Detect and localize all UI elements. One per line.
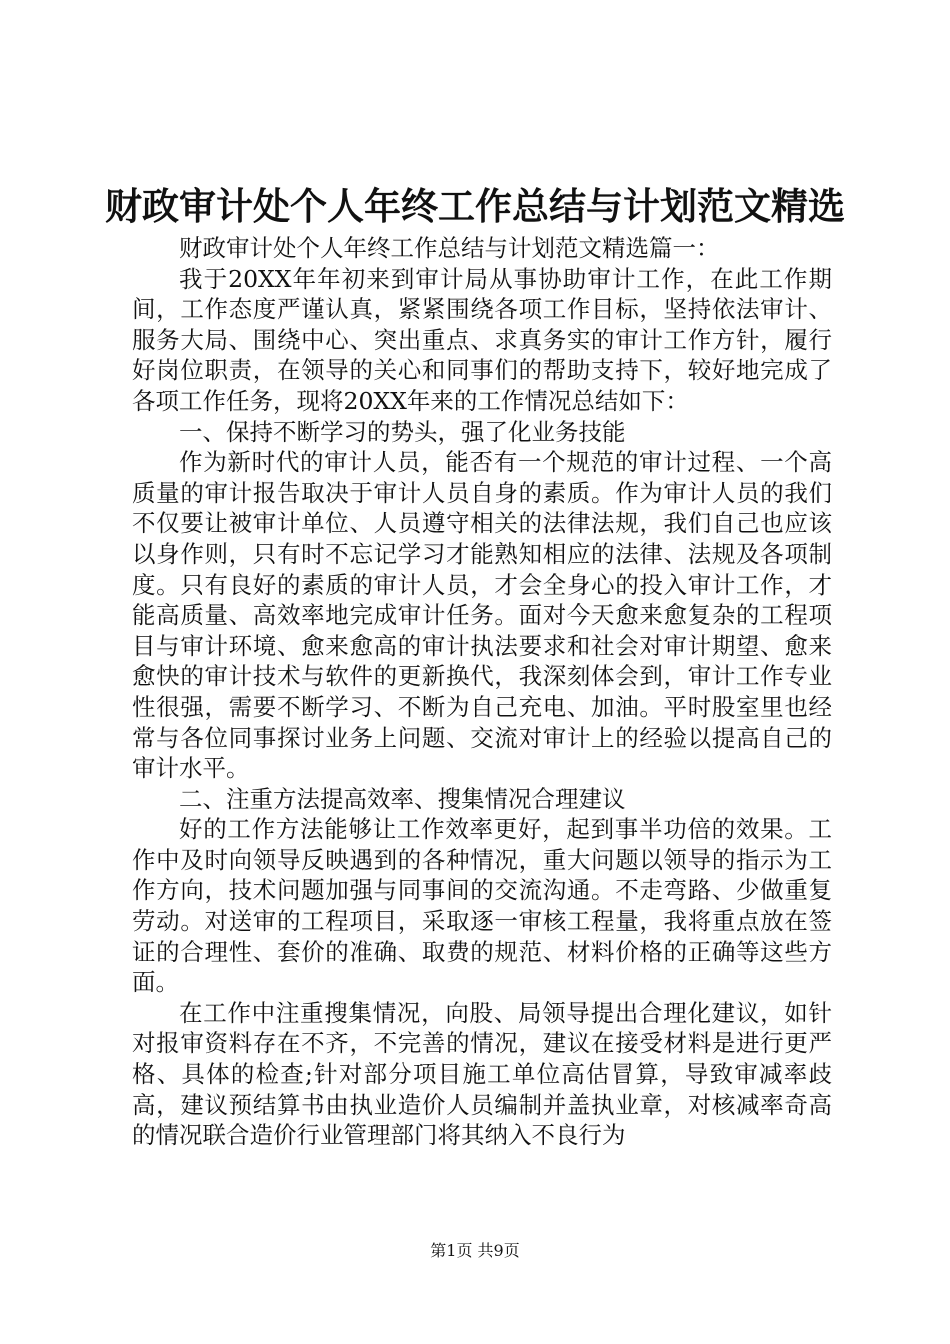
page-number: 第1页 共9页 — [430, 1241, 520, 1260]
document-body — [132, 233, 832, 1151]
paragraph-suggestions: 在工作中注重搜集情况，向股、局领导提出合理化建议，如针对报审资料存在不齐，不完善的情况，建议在接受材料是进行更严格、具体的检查;针对部分项目施工单位高估冒算，导致审减率歧高，建议预结算书由执业造价人员编制并盖执业章，对核减率奇高的情况联合造价行业管理部门将其纳入不良行为 — [132, 998, 832, 1150]
paragraph-learning: 作为新时代的审计人员，能否有一个规范的审计过程、一个高质量的审计报告取决于审计人员自身的素质。作为审计人员的我们不仅要让被审计单位、人员遵守相关的法律法规，我们自己也应该以身作则，只有时不忘记学习才能熟知相应的法律、法规及各项制度。只有良好的素质的审计人员，才会全身心的投入审计工作，才能高质量、高效率地完成审计任务。面对今天愈来愈复杂的工程项目与审计环境、愈来愈高的审计执法要求和社会对审计期望、愈来愈快的审计技术与软件的更新换代，我深刻体会到，审计工作专业性很强，需要不断学习、不断为自己充电、加油。平时股室里也经常与各位同事探讨业务上问题、交流对审计上的经验以提高自己的审计水平。 — [132, 448, 832, 783]
section-heading-1: 一、保持不断学习的势头，强了化业务技能 — [179, 417, 626, 446]
document-title: 财政审计处个人年终工作总结与计划范文精选 — [105, 184, 845, 228]
paragraph-intro: 财政审计处个人年终工作总结与计划范文精选篇一： — [179, 234, 720, 262]
paragraph-summary: 我于20XX年年初来到审计局从事协助审计工作，在此工作期间，工作态度严谨认真，紧紧围绕各项工作目标，坚持依法审计、服务大局、围绕中心、突出重点、求真务实的审计工作方针，履行好岗位职责，在领导的关心和同事们的帮助支持下，较好地完成了各项工作任务，现将20XX年来的工作情况总结如下： — [132, 264, 832, 415]
section-heading-2: 二、注重方法提高效率、搜集情况合理建议 — [179, 784, 626, 813]
paragraph-methods: 好的工作方法能够让工作效率更好，起到事半功倍的效果。工作中及时向领导反映遇到的各种情况，重大问题以领导的指示为工作方向，技术问题加强与同事间的交流沟通。不走弯路、少做重复劳动。对送审的工程项目，采取逐一审核工程量，我将重点放在签证的合理性、套价的准确、取费的规范、材料价格的正确等这些方面。 — [132, 815, 832, 997]
